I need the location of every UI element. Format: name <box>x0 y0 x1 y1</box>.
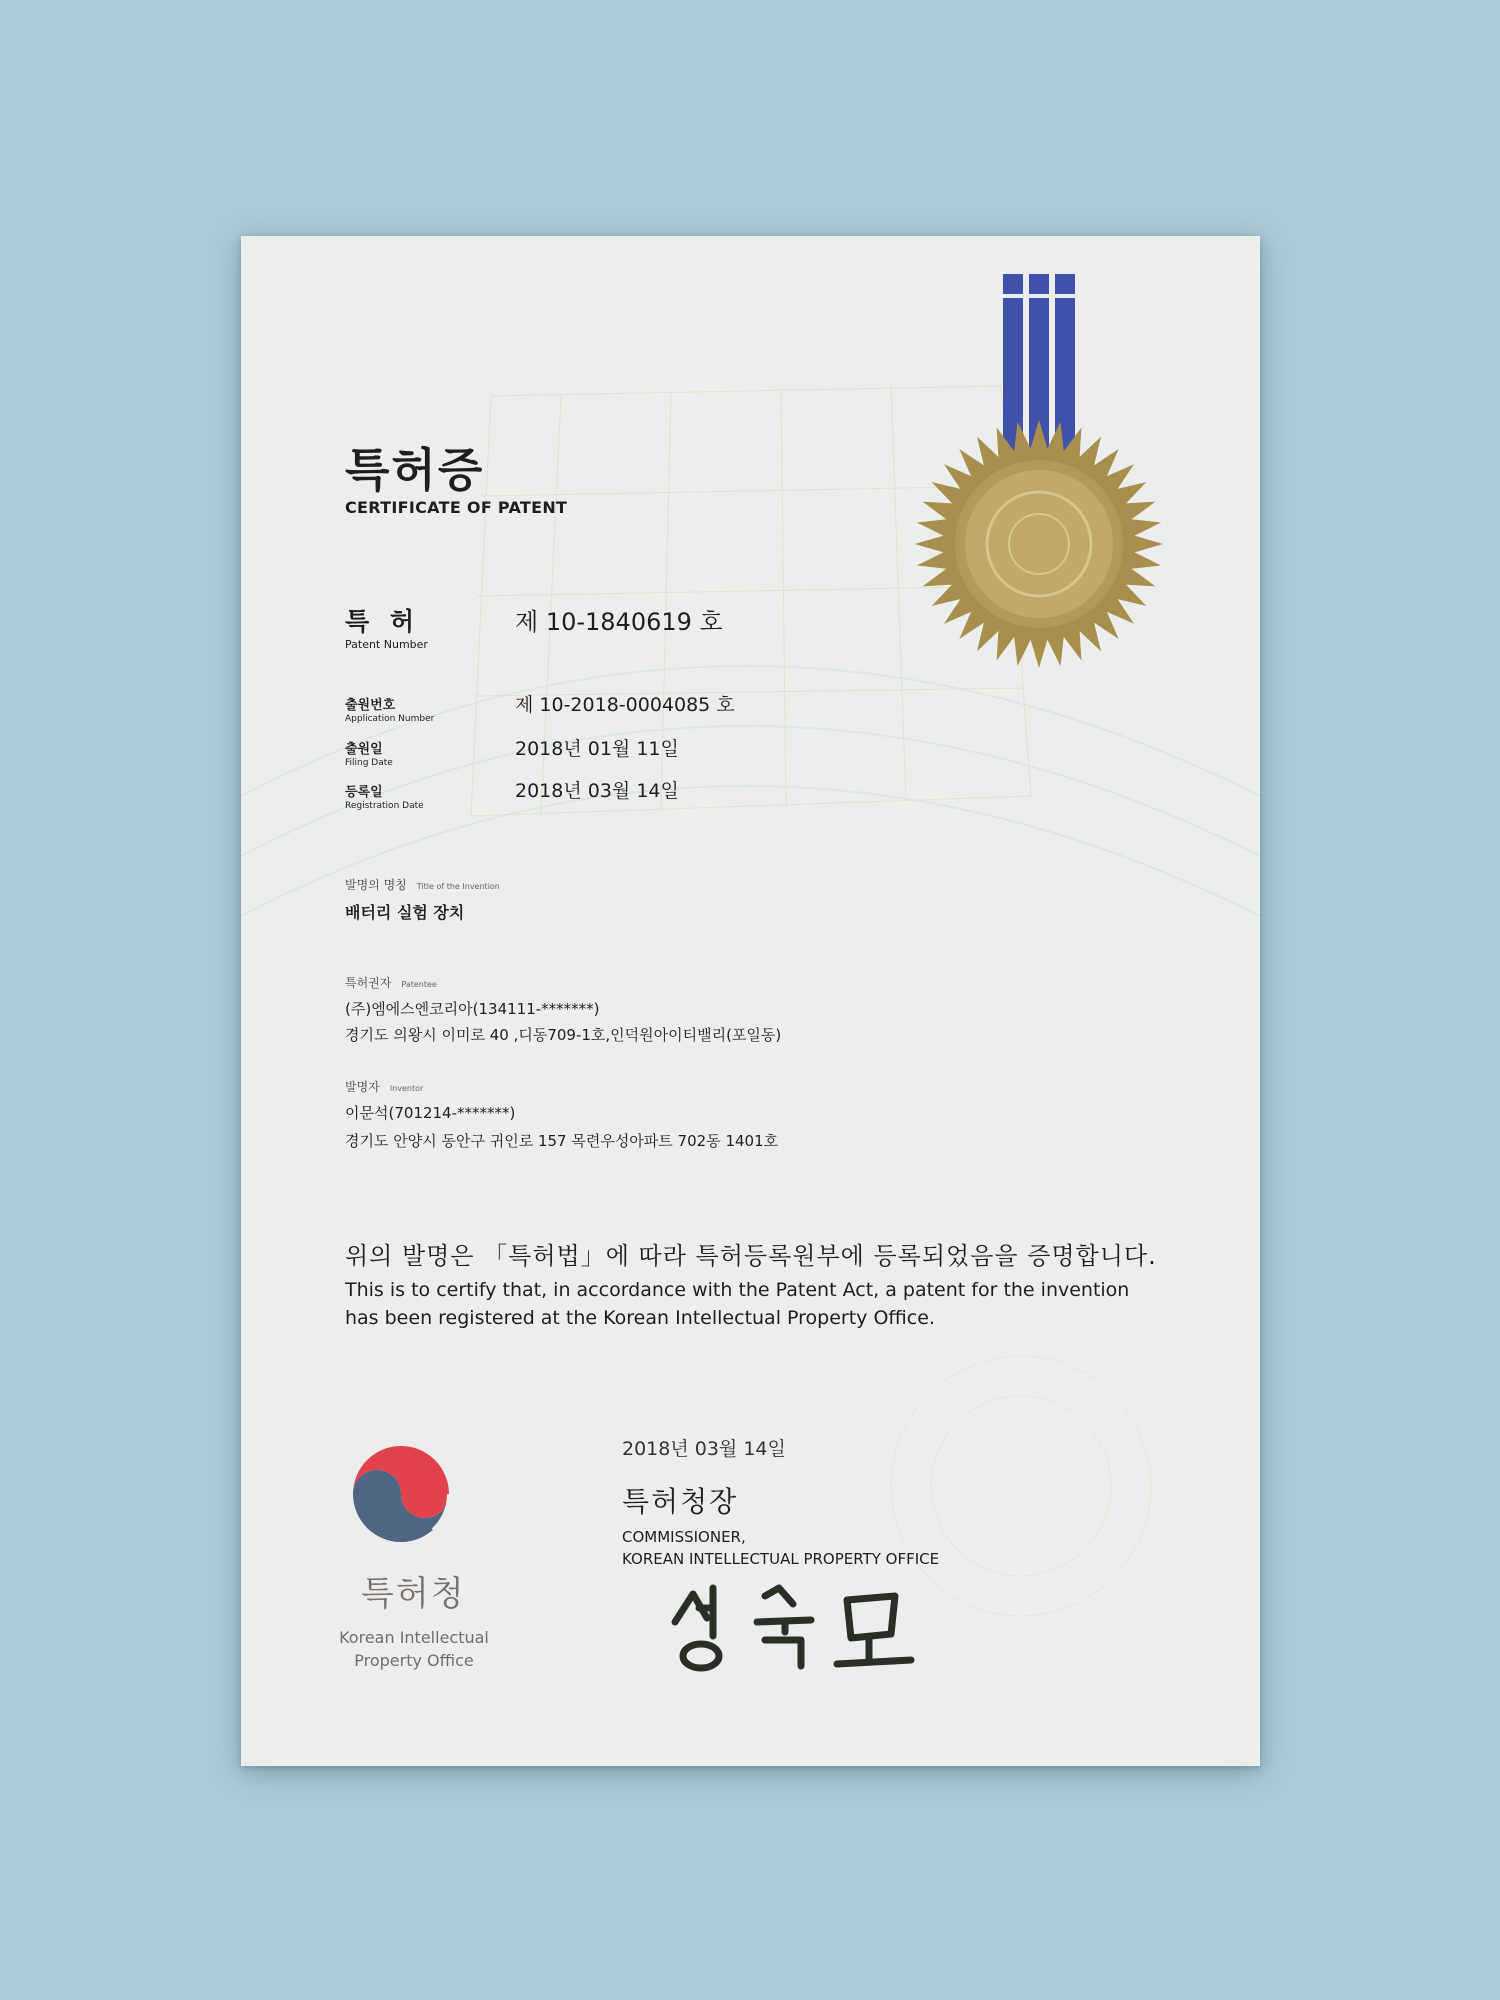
inventor-label <box>345 1078 423 1095</box>
commissioner-title-en <box>622 1526 939 1570</box>
kipo-name-en <box>299 1626 529 1672</box>
kipo-name-en-line1: Korean Intellectual <box>339 1628 489 1647</box>
certification-text-ko: 위의 발명은 「특허법」에 따라 특허등록원부에 등록되었음을 증명합니다. <box>345 1242 1157 1270</box>
commissioner-title-ko: 특허청장 <box>622 1485 739 1518</box>
certification-text-en-line2: has been registered at the Korean Intellectual Property Office. <box>345 1307 935 1329</box>
patentee-label-ko: 특허권자 <box>345 976 392 990</box>
certification-text-en-line1: This is to certify that, in accordance with the Patent Act, a patent for the invention <box>345 1279 1130 1301</box>
application-number-label-ko: 출원번호 <box>345 698 396 713</box>
invention-title: 배터리 실험 장치 <box>345 903 465 922</box>
commissioner-title-en-line2: KOREAN INTELLECTUAL PROPERTY OFFICE <box>622 1550 940 1568</box>
patentee-label-en: Patentee <box>401 980 437 989</box>
inventor-label-en: Inventor <box>389 1084 424 1093</box>
registration-date-label-en: Registration Date <box>345 801 424 811</box>
application-number-value: 제 10-2018-0004085 호 <box>515 694 735 716</box>
kipo-logo-icon <box>331 1432 471 1552</box>
registration-date-value: 2018년 03월 14일 <box>515 780 679 802</box>
patentee-address: 경기도 의왕시 이미로 40 ,디동709-1호,인덕원아이티밸리(포일동) <box>345 1026 782 1044</box>
registration-date-label-ko: 등록일 <box>345 785 383 800</box>
patent-number-label-en: Patent Number <box>345 638 428 651</box>
patentee-name: (주)엠에스엔코리아(134111-*******) <box>345 1000 600 1018</box>
commissioner-signature <box>661 1574 931 1684</box>
certificate-title-en: CERTIFICATE OF PATENT <box>345 498 568 517</box>
inventor-address: 경기도 안양시 동안구 귀인로 157 목련우성아파트 702동 1401호 <box>345 1132 779 1150</box>
certification-text-en <box>345 1276 1129 1332</box>
commissioner-title-en-line1: COMMISSIONER, <box>622 1528 746 1546</box>
filing-date-value: 2018년 01월 11일 <box>515 738 679 760</box>
filing-date-label-ko: 출원일 <box>345 742 383 757</box>
invention-label-en: Title of the Invention <box>416 882 500 891</box>
application-number-label-en: Application Number <box>345 714 435 724</box>
inventor-name: 이문석(701214-*******) <box>345 1104 516 1122</box>
filing-date-label-en: Filing Date <box>345 758 393 768</box>
certificate-title-ko: 특허증 <box>345 443 485 497</box>
patent-number-value: 제 10-1840619 호 <box>515 608 723 636</box>
issue-date: 2018년 03월 14일 <box>622 1438 786 1460</box>
patent-number-label-ko: 특 허 <box>345 607 421 636</box>
invention-label <box>345 876 500 893</box>
certificate-sheet <box>241 236 1260 1766</box>
kipo-name-en-line2: Property Office <box>354 1651 474 1670</box>
invention-label-ko: 발명의 명칭 <box>345 878 407 892</box>
kipo-name-ko: 특허청 <box>361 1574 466 1614</box>
inventor-label-ko: 발명자 <box>345 1080 380 1094</box>
patentee-label <box>345 974 437 991</box>
gold-seal-icon <box>905 274 1175 694</box>
